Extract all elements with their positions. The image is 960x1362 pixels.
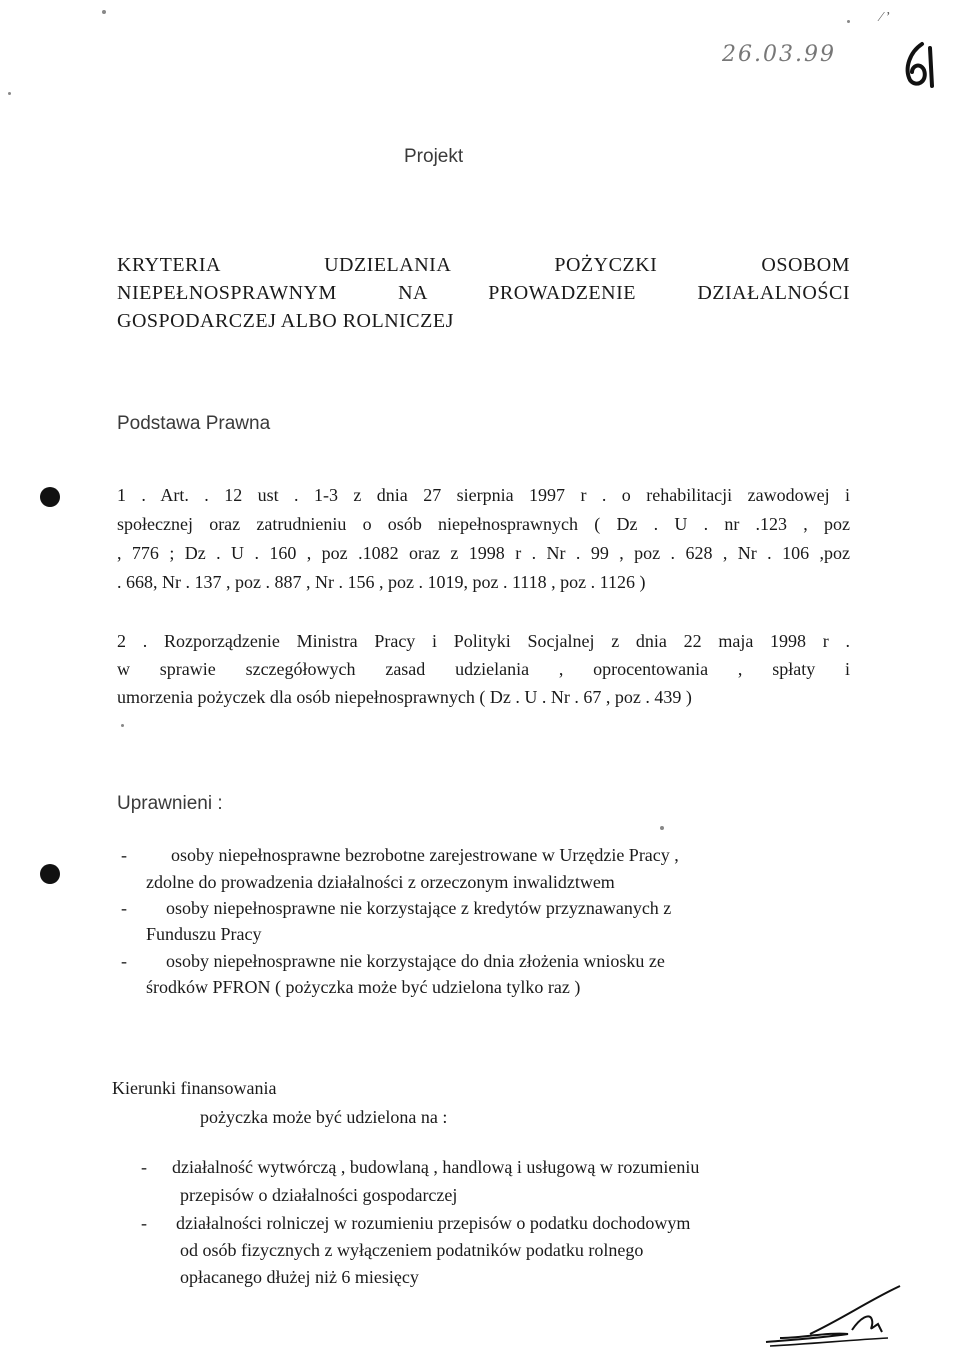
eligible-item-1-dash: - <box>121 845 127 865</box>
section-heading-eligible: Uprawnieni : <box>117 793 223 814</box>
eligible-item-1-line-1: osoby niepełnosprawne bezrobotne zarejestrowane w Urzędzie Pracy , <box>171 845 679 865</box>
scan-speck <box>102 10 106 14</box>
scan-speck <box>847 20 850 23</box>
scan-speck <box>660 826 664 830</box>
eligible-item-2-line-2: Funduszu Pracy <box>146 924 262 944</box>
financing-intro: pożyczka może być udzielona na : <box>200 1107 448 1127</box>
scan-speck <box>8 92 11 95</box>
financing-item-2-line-1: działalności rolniczej w rozumieniu przepisów o podatku dochodowym <box>176 1213 691 1233</box>
legal-item-1-line-1: 1 . Art. . 12 ust . 1-3 z dnia 27 sierpnia 1997 r . o rehabilitacji zawodowej i <box>117 485 850 505</box>
section-heading-legal-basis: Podstawa Prawna <box>117 413 271 434</box>
handwritten-page-number <box>900 38 942 90</box>
eligible-item-3-dash: - <box>121 951 127 971</box>
financing-item-1-line-1: działalność wytwórczą , budowlaną , handlową i usługową w rozumieniu <box>172 1157 700 1177</box>
legal-item-1-line-2: społecznej oraz zatrudnieniu o osób niepełnosprawnych ( Dz . U . nr .123 , poz <box>117 514 850 534</box>
financing-item-2-line-3: opłacanego dłużej niż 6 miesięcy <box>180 1267 419 1287</box>
title-line-2-text: NIEPEŁNOSPRAWNYM NA PROWADZENIE DZIAŁALNOŚCI <box>117 282 850 304</box>
financing-item-2-dash: - <box>141 1213 147 1233</box>
section-heading-financing: Kierunki finansowania <box>112 1078 277 1098</box>
legal-item-1-line-3: , 776 ; Dz . U . 160 , poz .1082 oraz z 1998 r . Nr . 99 , poz . 628 , Nr . 106 ,poz <box>117 543 850 563</box>
eligible-item-1-line-2: zdolne do prowadzenia działalności z orzeczonym inwalidztwem <box>146 872 615 892</box>
legal-item-2-line-2: w sprawie szczegółowych zasad udzielania , oprocentowania , spłaty i <box>117 659 850 679</box>
eligible-item-2-dash: - <box>121 898 127 918</box>
title-line-1-text: KRYTERIA UDZIELANIA POŻYCZKI OSOBOM <box>117 254 850 276</box>
financing-item-1-line-2: przepisów o działalności gospodarczej <box>180 1185 458 1205</box>
handwritten-date: 26.03.99 <box>722 42 836 67</box>
title-line-2 <box>117 282 850 305</box>
document-label: Projekt <box>404 146 464 167</box>
handwritten-marks: ⁄ ʼ <box>880 10 891 25</box>
financing-item-2-line-2: od osób fizycznych z wyłączeniem podatników podatku rolnego <box>180 1240 644 1260</box>
legal-item-1-line-4: . 668, Nr . 137 , poz . 887 , Nr . 156 , poz . 1019, poz . 1118 , poz . 1126 ) <box>117 572 646 592</box>
title-line-1 <box>117 254 850 277</box>
financing-item-1-dash: - <box>141 1157 147 1177</box>
scan-speck <box>121 724 124 727</box>
eligible-item-3-line-2: środków PFRON ( pożyczka może być udzielona tylko raz ) <box>146 977 581 997</box>
punch-hole-top <box>40 487 60 507</box>
eligible-item-2-line-1: osoby niepełnosprawne nie korzystające z kredytów przyznawanych z <box>166 898 672 918</box>
title-line-3: GOSPODARCZEJ ALBO ROLNICZEJ <box>117 310 454 332</box>
legal-item-2-line-1: 2 . Rozporządzenie Ministra Pracy i Polityki Socjalnej z dnia 22 maja 1998 r . <box>117 631 850 651</box>
eligible-item-3-line-1: osoby niepełnosprawne nie korzystające do dnia złożenia wniosku ze <box>166 951 665 971</box>
punch-hole-bottom <box>40 864 60 884</box>
legal-item-2-line-3: umorzenia pożyczek dla osób niepełnosprawnych ( Dz . U . Nr . 67 , poz . 439 ) <box>117 687 692 707</box>
handwritten-signature <box>760 1280 910 1360</box>
